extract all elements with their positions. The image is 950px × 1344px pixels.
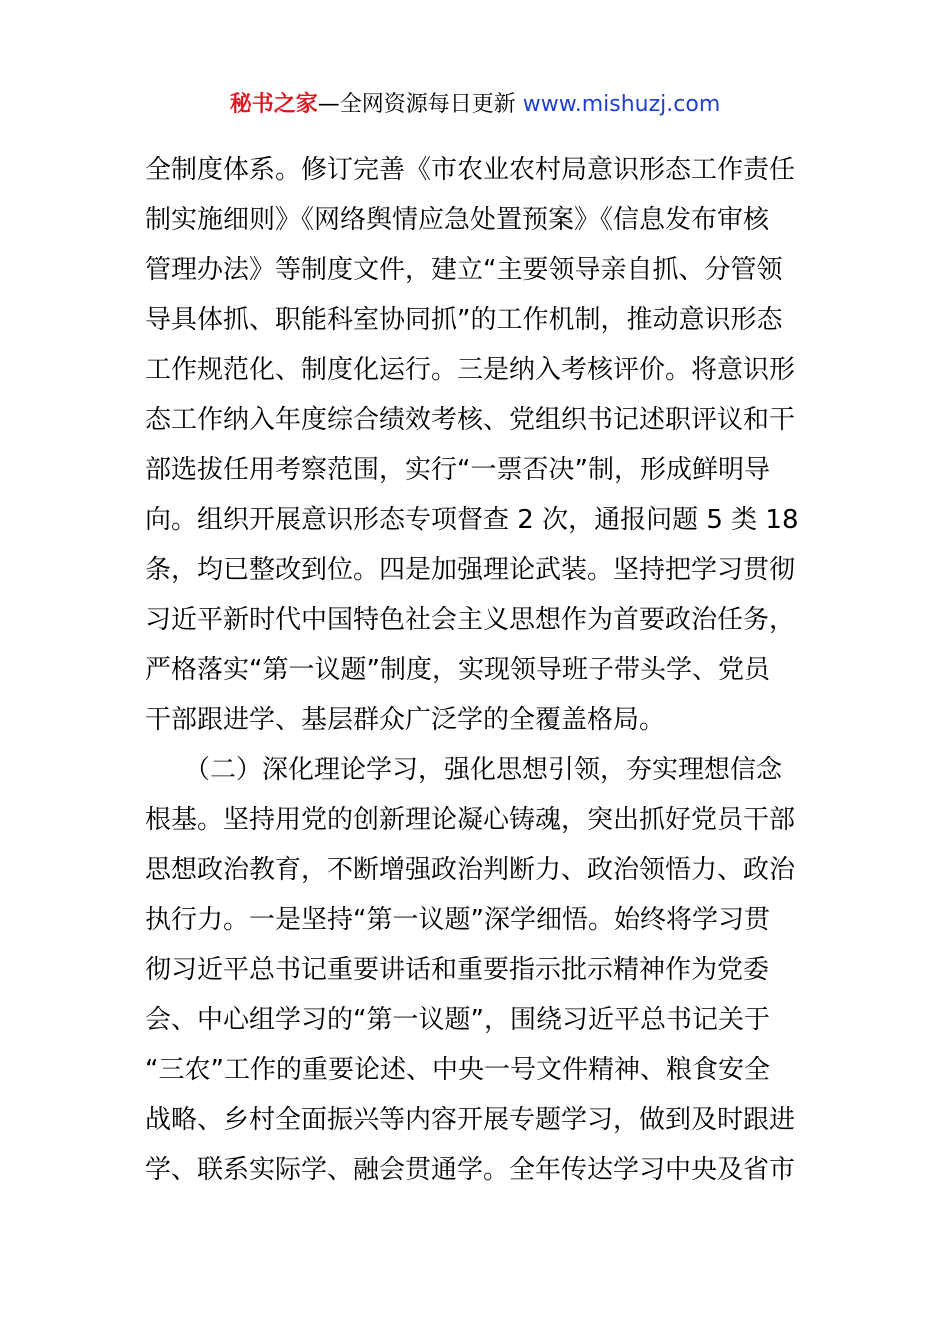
site-url-link[interactable]: www.mishuzj.com <box>522 92 721 117</box>
text-line: 导具体抓、职能科室协同抓”的工作机制，推动意识形态 <box>145 305 783 335</box>
text-line: 工作规范化、制度化运行。三是纳入考核评价。将意识形 <box>145 355 796 385</box>
text-line: 严格落实“第一议题”制度，实现领导班子带头学、党员 <box>145 655 770 685</box>
text-line: 干部跟进学、基层群众广泛学的全覆盖格局。 <box>145 705 666 735</box>
text-line: 会、中心组学习的“第一议题”，围绕习近平总书记关于 <box>145 1005 770 1035</box>
text-line: 条，均已整改到位。四是加强理论武装。坚持把学习贯彻 <box>145 555 796 585</box>
text-line: 全制度体系。修订完善《市农业农村局意识形态工作责任 <box>145 155 796 185</box>
text-line: 战略、乡村全面振兴等内容开展专题学习，做到及时跟进 <box>145 1105 796 1135</box>
text-line: 习近平新时代中国特色社会主义思想作为首要政治任务， <box>145 605 796 635</box>
text-line: 向。组织开展意识形态专项督查 2 次，通报问题 5 类 18 <box>145 505 799 535</box>
text-line: 执行力。一是坚持“第一议题”深学细悟。始终将学习贯 <box>145 905 770 935</box>
brand-name: 秘书之家 <box>229 92 318 117</box>
text-line: 根基。坚持用党的创新理论凝心铸魂，突出抓好党员干部 <box>145 805 796 835</box>
text-line: 管理办法》等制度文件，建立“主要领导亲自抓、分管领 <box>145 255 783 285</box>
text-line: “三农”工作的重要论述、中央一号文件精神、粮食安全 <box>145 1055 770 1085</box>
document-body <box>145 145 810 1195</box>
text-line: 学、联系实际学、融会贯通学。全年传达学习中央及省市 <box>145 1155 796 1185</box>
text-line: 彻习近平总书记重要讲话和重要指示批示精神作为党委 <box>145 955 770 985</box>
text-line: 态工作纳入年度综合绩效考核、党组织书记述职评议和干 <box>145 405 796 435</box>
page-header <box>0 88 950 122</box>
text-line: 制实施细则》《网络舆情应急处置预案》《信息发布审核 <box>145 205 770 235</box>
text-line: 部选拔任用考察范围，实行“一票否决”制，形成鲜明导 <box>145 455 770 485</box>
text-line: 思想政治教育，不断增强政治判断力、政治领悟力、政治 <box>145 855 796 885</box>
section-heading-line: （二）深化理论学习，强化思想引领，夯实理想信念 <box>145 755 783 785</box>
header-tagline: —全网资源每日更新 <box>317 92 523 117</box>
